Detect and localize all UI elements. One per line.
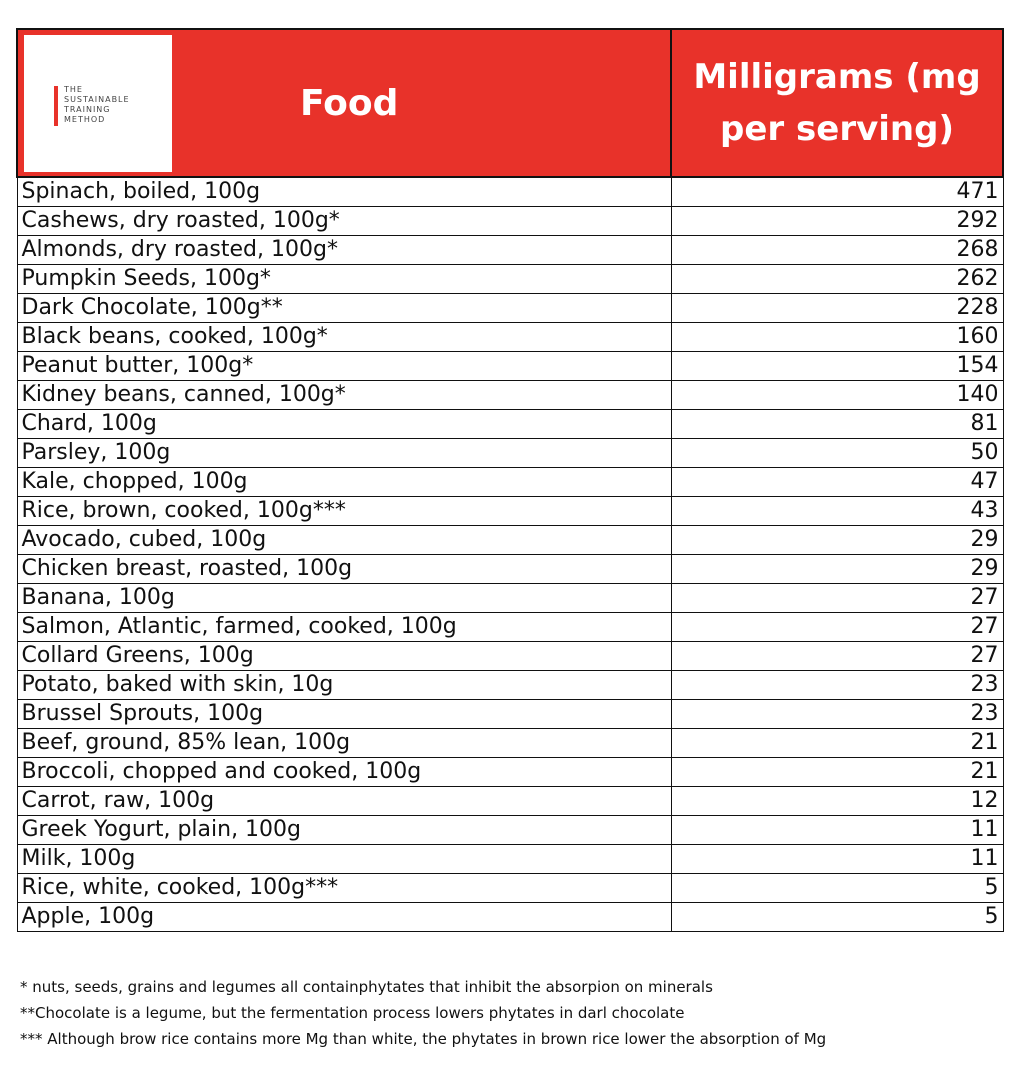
table-row	[17, 236, 1003, 265]
food-cell: Rice, brown, cooked, 100g***	[17, 497, 671, 526]
table-header-row	[17, 29, 1003, 177]
table-row	[17, 526, 1003, 555]
food-cell: Kidney beans, canned, 100g*	[17, 381, 671, 410]
table-row	[17, 555, 1003, 584]
food-cell: Kale, chopped, 100g	[17, 468, 671, 497]
mg-cell: 27	[671, 584, 1003, 613]
food-cell: Greek Yogurt, plain, 100g	[17, 816, 671, 845]
mg-cell: 43	[671, 497, 1003, 526]
food-cell: Broccoli, chopped and cooked, 100g	[17, 758, 671, 787]
table-row	[17, 410, 1003, 439]
table-row	[17, 323, 1003, 352]
mg-cell: 23	[671, 700, 1003, 729]
mg-cell: 21	[671, 729, 1003, 758]
table-row	[17, 613, 1003, 642]
food-cell: Black beans, cooked, 100g*	[17, 323, 671, 352]
logo-bar-icon	[54, 86, 58, 126]
footnotes	[20, 974, 1010, 1052]
mg-cell: 27	[671, 613, 1003, 642]
mg-cell: 5	[671, 874, 1003, 903]
food-cell: Potato, baked with skin, 10g	[17, 671, 671, 700]
food-cell: Banana, 100g	[17, 584, 671, 613]
food-cell: Parsley, 100g	[17, 439, 671, 468]
mg-cell: 154	[671, 352, 1003, 381]
mg-cell: 160	[671, 323, 1003, 352]
table-row	[17, 177, 1003, 207]
food-cell: Brussel Sprouts, 100g	[17, 700, 671, 729]
food-cell: Rice, white, cooked, 100g***	[17, 874, 671, 903]
mg-cell: 268	[671, 236, 1003, 265]
food-cell: Peanut butter, 100g*	[17, 352, 671, 381]
mg-cell: 11	[671, 845, 1003, 874]
mg-cell: 140	[671, 381, 1003, 410]
mg-column-header: Milligrams (mg per serving)	[671, 29, 1003, 177]
food-cell: Pumpkin Seeds, 100g*	[17, 265, 671, 294]
food-cell: Carrot, raw, 100g	[17, 787, 671, 816]
food-cell: Chard, 100g	[17, 410, 671, 439]
food-cell: Salmon, Atlantic, farmed, cooked, 100g	[17, 613, 671, 642]
mg-cell: 47	[671, 468, 1003, 497]
table-row	[17, 787, 1003, 816]
table-row	[17, 642, 1003, 671]
table-row	[17, 468, 1003, 497]
mg-cell: 29	[671, 555, 1003, 584]
table-row	[17, 845, 1003, 874]
mg-cell: 12	[671, 787, 1003, 816]
footnote: * nuts, seeds, grains and legumes all containphytates that inhibit the absorpion on minerals	[20, 978, 713, 996]
mg-cell: 471	[671, 177, 1003, 207]
table-row	[17, 700, 1003, 729]
table-row	[17, 439, 1003, 468]
mg-cell: 5	[671, 903, 1003, 932]
mg-cell: 27	[671, 642, 1003, 671]
table-row	[17, 584, 1003, 613]
food-cell: Collard Greens, 100g	[17, 642, 671, 671]
food-cell: Dark Chocolate, 100g**	[17, 294, 671, 323]
mg-cell: 81	[671, 410, 1003, 439]
table-row	[17, 758, 1003, 787]
magnesium-table	[16, 28, 1002, 932]
food-cell: Milk, 100g	[17, 845, 671, 874]
table-row	[17, 352, 1003, 381]
food-cell: Chicken breast, roasted, 100g	[17, 555, 671, 584]
food-cell: Avocado, cubed, 100g	[17, 526, 671, 555]
food-cell: Beef, ground, 85% lean, 100g	[17, 729, 671, 758]
food-cell: Almonds, dry roasted, 100g*	[17, 236, 671, 265]
food-cell: Cashews, dry roasted, 100g*	[17, 207, 671, 236]
table-row	[17, 497, 1003, 526]
table-row	[17, 729, 1003, 758]
footnote: **Chocolate is a legume, but the fermentation process lowers phytates in darl chocolate	[20, 1004, 685, 1022]
mg-cell: 21	[671, 758, 1003, 787]
table-row	[17, 816, 1003, 845]
mg-cell: 292	[671, 207, 1003, 236]
table-row	[17, 207, 1003, 236]
table-row	[17, 903, 1003, 932]
mg-cell: 11	[671, 816, 1003, 845]
food-header-label: Food	[300, 83, 399, 124]
mg-cell: 29	[671, 526, 1003, 555]
table-row	[17, 265, 1003, 294]
logo	[24, 35, 172, 172]
mg-cell: 262	[671, 265, 1003, 294]
mg-cell: 50	[671, 439, 1003, 468]
food-cell: Spinach, boiled, 100g	[17, 177, 671, 207]
footnote: *** Although brow rice contains more Mg than white, the phytates in brown rice lower the absorption of Mg	[20, 1030, 827, 1048]
food-column-header	[17, 29, 671, 177]
table-row	[17, 294, 1003, 323]
table-row	[17, 671, 1003, 700]
table-row	[17, 381, 1003, 410]
mg-cell: 23	[671, 671, 1003, 700]
logo-text: THE SUSTAINABLE TRAINING METHOD	[64, 85, 130, 124]
food-cell: Apple, 100g	[17, 903, 671, 932]
mg-cell: 228	[671, 294, 1003, 323]
table-row	[17, 874, 1003, 903]
